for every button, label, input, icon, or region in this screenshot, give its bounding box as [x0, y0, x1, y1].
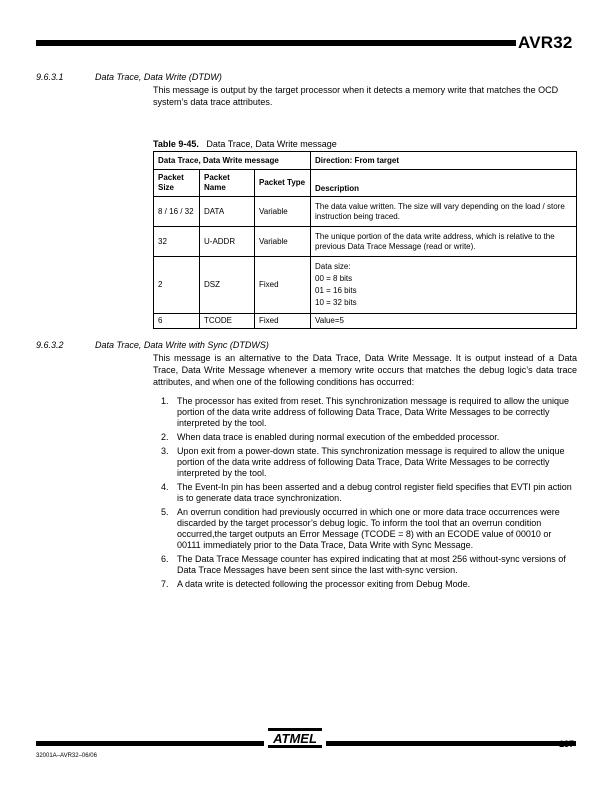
atmel-logo	[266, 726, 324, 750]
list-item: 3. Upon exit from a power-down state. This synchronization message is required to allow the unique portion of the data write address of following Data Trace, Data Write Messages to be correctly interpreted by the tool.	[161, 446, 565, 478]
table-header-left: Data Trace, Data Write message	[154, 152, 311, 170]
column-header: Packet Size	[154, 170, 200, 197]
list-item-text: A data write is detected following the processor exiting from Debug Mode.	[177, 579, 471, 589]
footer-rule	[36, 741, 264, 746]
packet-type: Fixed	[255, 257, 311, 314]
list-item: 4. The Event-In pin has been asserted and a debug control register field specifies that EVTI pin action is to generate data trace synchronization.	[161, 482, 572, 503]
table-caption-text: Data Trace, Data Write message	[206, 139, 337, 149]
table-row	[154, 227, 577, 257]
table-row	[154, 197, 577, 227]
list-item-text: The processor has exited from reset. This synchronization message is required to allow the unique portion of the data write address of following Data Trace, Data Write Messages to be correctly interpreted by the tool.	[177, 396, 570, 428]
table-row	[154, 314, 577, 329]
packet-name: DSZ	[200, 257, 255, 314]
list-item: 5. An overrun condition had previously occurred in which one or more data trace occurrences were discarded by the target processor’s debug logic. To inform the tool that an overrun condition occurred,the target outputs an Error Message (TCODE = 8) with an ECODE value of 00010 or 00111 immediately prior to the Data Trace, Data Write with Sync Message.	[161, 507, 560, 550]
table-title-row	[154, 152, 577, 170]
packet-description	[311, 257, 577, 314]
list-item-text: The Event-In pin has been asserted and a debug control register field specifies that EVTI pin action is to generate data trace synchronization.	[177, 482, 572, 503]
header-title: AVR32	[518, 33, 573, 52]
section-title: Data Trace, Data Write (DTDW)	[95, 72, 222, 82]
page-number: 137	[559, 739, 575, 749]
packet-name: TCODE	[200, 314, 255, 329]
packet-type: Variable	[255, 227, 311, 257]
section-title: Data Trace, Data Write with Sync (DTDWS)	[95, 340, 269, 350]
packet-type: Variable	[255, 197, 311, 227]
list-item: 6. The Data Trace Message counter has expired indicating that at most 256 without-sync versions of Data Trace Messages have been sent since the last with-sync version.	[161, 554, 566, 575]
list-item-text: Upon exit from a power-down state. This synchronization message is required to allow the unique portion of the data write address of following Data Trace, Data Write Messages to be correctly interpreted by the tool.	[177, 446, 565, 478]
footer-rule	[326, 741, 576, 746]
description-line: Data size:	[315, 262, 351, 271]
document-number: 32001A–AVR32–06/06	[36, 753, 97, 759]
table-column-header-row	[154, 170, 577, 197]
table-header-right: Direction: From target	[311, 152, 577, 170]
list-item-text: The Data Trace Message counter has expired indicating that at most 256 without-sync versions of Data Trace Messages have been sent since the last with-sync version.	[177, 554, 566, 575]
packet-description: Value=5	[311, 314, 577, 329]
section-number: 9.6.3.2	[36, 340, 64, 350]
packet-type: Fixed	[255, 314, 311, 329]
packet-size: 8 / 16 / 32	[154, 197, 200, 227]
description-line: 00 = 8 bits	[315, 274, 353, 283]
section-body: This message is an alternative to the Data Trace, Data Write Message. It is output instead of a Data Trace, Data Write Message whenever a memory write occurs that matches the debug logic’s data trace attributes, and when one of the following conditions has occurred:	[153, 353, 577, 387]
list-item-text: An overrun condition had previously occurred in which one or more data trace occurrences were discarded by the target processor’s debug logic. To inform the tool that an overrun condition occurred,the target outputs an Error Message (TCODE = 8) with an ECODE value of 00010 or 00111 immediately prior to the Data Trace, Data Write with Sync Message.	[177, 507, 560, 550]
description-line: 10 = 32 bits	[315, 298, 357, 307]
description-line: 01 = 16 bits	[315, 286, 357, 295]
packet-size: 2	[154, 257, 200, 314]
list-item: 2. When data trace is enabled during normal execution of the embedded processor.	[161, 432, 500, 442]
list-item-text: When data trace is enabled during normal execution of the embedded processor.	[177, 432, 500, 442]
column-header: Packet Name	[200, 170, 255, 197]
list-item: 1. The processor has exited from reset. This synchronization message is required to allow the unique portion of the data write address of following Data Trace, Data Write Messages to be correctly interpreted by the tool.	[161, 396, 570, 428]
packet-name: U-ADDR	[200, 227, 255, 257]
packet-description: The unique portion of the data write address, which is relative to the previous Data Trace Message (read or write).	[311, 227, 577, 257]
header-rule	[36, 40, 516, 46]
table-row	[154, 257, 577, 314]
section-body: This message is output by the target processor when it detects a memory write that matches the OCD system’s data trace attributes.	[153, 85, 559, 107]
logo-text: ATMEL	[273, 731, 317, 746]
packet-name: DATA	[200, 197, 255, 227]
column-header: Packet Type	[255, 170, 311, 197]
table-caption	[153, 139, 337, 149]
table-caption-label: Table 9-45.	[153, 139, 199, 149]
column-header: Description	[311, 170, 577, 197]
message-table	[153, 151, 577, 329]
packet-size: 6	[154, 314, 200, 329]
condition-list	[153, 396, 577, 593]
packet-description: The data value written. The size will vary depending on the load / store instruction being traced.	[311, 197, 577, 227]
list-item: 7. A data write is detected following the processor exiting from Debug Mode.	[161, 579, 471, 589]
packet-size: 32	[154, 227, 200, 257]
section-number: 9.6.3.1	[36, 72, 64, 82]
